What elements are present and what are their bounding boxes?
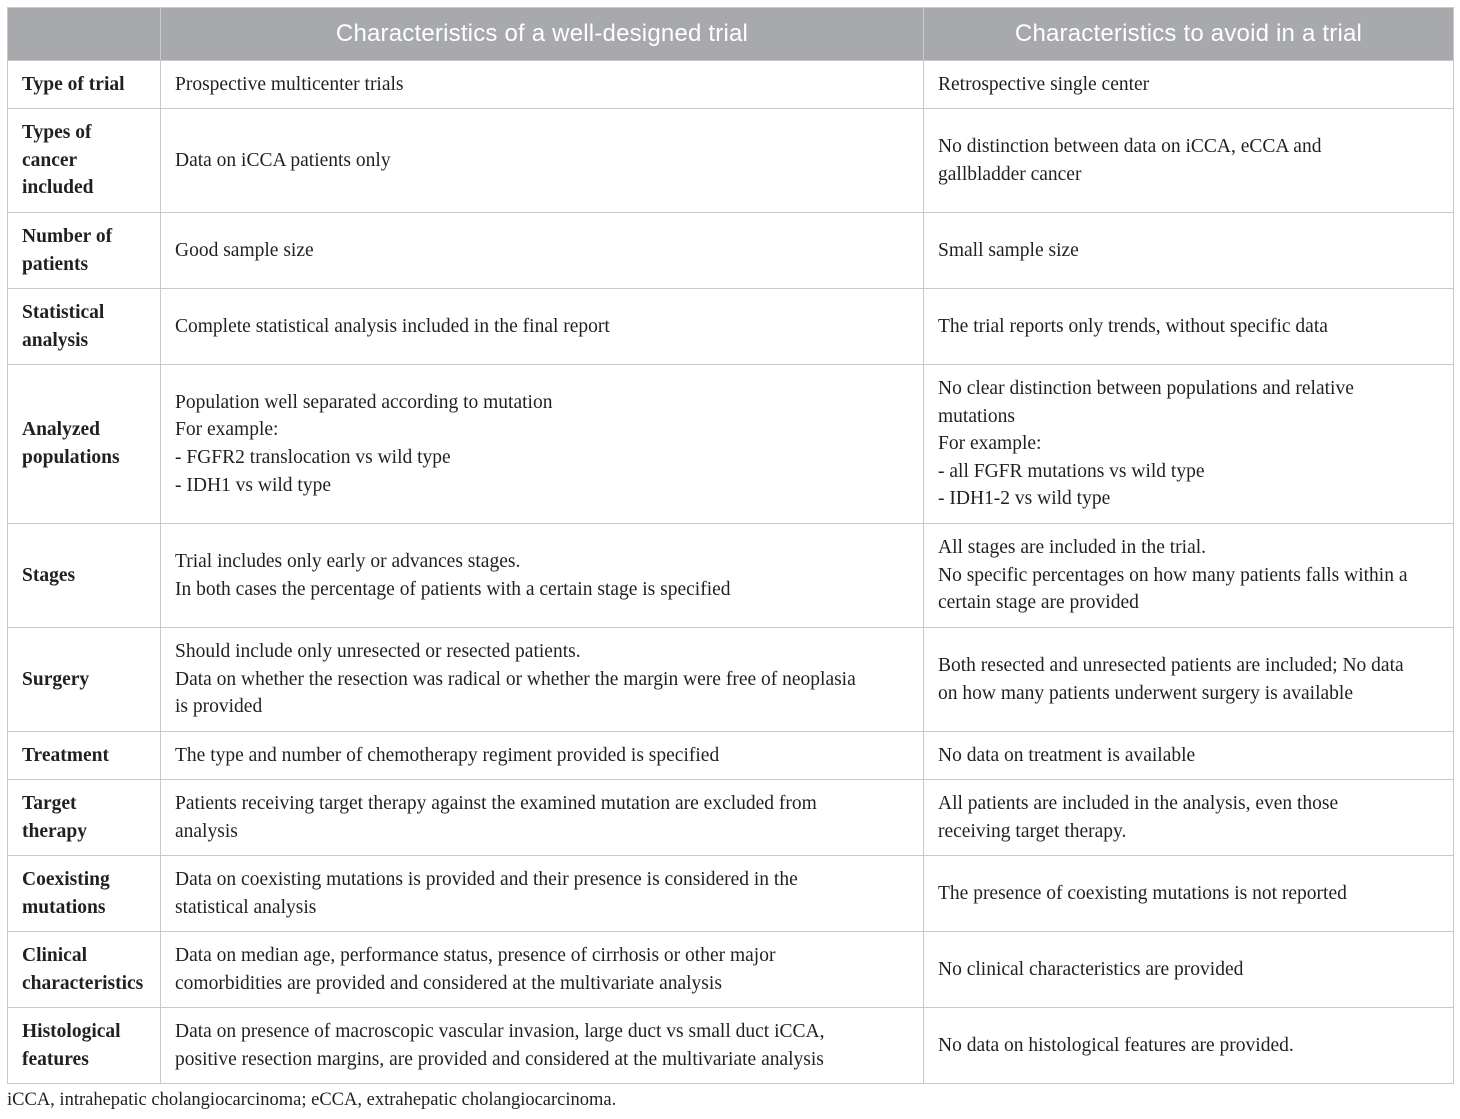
cell-text-line: is provided [175, 696, 263, 718]
well-designed-cell [161, 628, 924, 732]
cell-text-line: Patients receiving target therapy against the examined mutation are excluded from [175, 792, 817, 814]
header-empty-cell [8, 8, 161, 61]
cell-text-line: - IDH1-2 vs wild type [938, 488, 1111, 510]
cell-text-line: Type of trial [22, 73, 125, 95]
cell-text-line: Target [22, 792, 77, 814]
cell-text-line: mutations [938, 405, 1015, 427]
avoid-cell [924, 932, 1454, 1008]
table-row [8, 780, 1454, 856]
row-label-cell [8, 109, 161, 213]
well-designed-cell [161, 856, 924, 932]
table-row [8, 109, 1454, 213]
cell-text-line: No data on histological features are provided. [938, 1034, 1294, 1056]
cell-text-line: No specific percentages on how many patients falls within a [938, 564, 1408, 586]
well-designed-cell [161, 732, 924, 780]
table-footnote: iCCA, intrahepatic cholangiocarcinoma; eCCA, extrahepatic cholangiocarcinoma. [7, 1090, 617, 1110]
avoid-cell [924, 213, 1454, 289]
row-label-cell [8, 213, 161, 289]
row-label-cell [8, 1008, 161, 1084]
cell-text-line: analysis [175, 820, 238, 842]
cell-text-line: Surgery [22, 668, 90, 690]
header-to-avoid: Characteristics to avoid in a trial [924, 8, 1454, 61]
cell-text-line: Statistical [22, 301, 105, 323]
row-label-cell [8, 61, 161, 109]
cell-text-line: characteristics [22, 972, 144, 994]
cell-text-line: mutations [22, 896, 106, 918]
table-row [8, 732, 1454, 780]
row-label-cell [8, 628, 161, 732]
comparison-table-container [7, 7, 1453, 1084]
table-header-row [8, 8, 1454, 61]
cell-text-line: Population well separated according to mutation [175, 391, 553, 413]
avoid-cell [924, 365, 1454, 524]
cell-text-line: Small sample size [938, 239, 1079, 261]
well-designed-cell [161, 1008, 924, 1084]
cell-text-line: Good sample size [175, 239, 314, 261]
table-row [8, 1008, 1454, 1084]
table-row [8, 365, 1454, 524]
cell-text-line: - FGFR2 translocation vs wild type [175, 447, 451, 468]
cell-text-line: The type and number of chemotherapy regiment provided is specified [175, 744, 720, 766]
cell-text-line: All patients are included in the analysis, even those [938, 792, 1339, 814]
cell-text-line: Number of [22, 225, 113, 247]
avoid-cell [924, 109, 1454, 213]
avoid-cell [924, 289, 1454, 365]
table-body [8, 61, 1454, 1084]
cell-text-line: All stages are included in the trial. [938, 537, 1207, 559]
cell-text-line: Analyzed [22, 419, 100, 441]
cell-text-line: Should include only unresected or resected patients. [175, 641, 581, 663]
cell-text-line: - all FGFR mutations vs wild type [938, 460, 1205, 482]
cell-text-line: No clinical characteristics are provided [938, 958, 1244, 980]
cell-text-line: For example: [938, 433, 1042, 455]
cell-text-line: Data on presence of macroscopic vascular invasion, large duct vs small duct iCCA, [175, 1020, 825, 1042]
cell-text-line: comorbidities are provided and considered at the multivariate analysis [175, 972, 722, 994]
cell-text-line: Both resected and unresected patients are included; No data [938, 654, 1404, 676]
row-label-cell [8, 780, 161, 856]
cell-text-line: certain stage are provided [938, 592, 1139, 614]
cell-text-line: Data on whether the resection was radical or whether the margin were free of neoplasia [175, 668, 856, 690]
cell-text-line: Data on coexisting mutations is provided and their presence is considered in the [175, 868, 798, 890]
well-designed-cell [161, 932, 924, 1008]
cell-text-line: Data on median age, performance status, presence of cirrhosis or other major [175, 944, 776, 966]
well-designed-cell [161, 524, 924, 628]
cell-text-line: No data on treatment is available [938, 744, 1196, 766]
cell-text-line: Trial includes only early or advances stages. [175, 550, 521, 572]
cell-text-line: Retrospective single center [938, 73, 1150, 95]
cell-text-line: For example: [175, 419, 279, 441]
avoid-cell [924, 856, 1454, 932]
avoid-cell [924, 780, 1454, 856]
avoid-cell [924, 61, 1454, 109]
cell-text-line: The presence of coexisting mutations is not reported [938, 882, 1347, 904]
cell-text-line: patients [22, 253, 89, 275]
cell-text-line: cancer [22, 149, 78, 171]
table-row [8, 524, 1454, 628]
well-designed-cell [161, 109, 924, 213]
header-well-designed: Characteristics of a well-designed trial [161, 8, 924, 61]
cell-text-line: Coexisting [22, 868, 110, 890]
trial-characteristics-table [7, 7, 1454, 1084]
table-row [8, 61, 1454, 109]
cell-text-line: Treatment [22, 744, 109, 766]
table-row [8, 932, 1454, 1008]
row-label-cell [8, 732, 161, 780]
cell-text-line: features [22, 1048, 89, 1070]
cell-text-line: included [22, 177, 94, 199]
well-designed-cell [161, 289, 924, 365]
row-label-cell [8, 365, 161, 524]
cell-text-line: No distinction between data on iCCA, eCCA and [938, 135, 1322, 157]
cell-text-line: The trial reports only trends, without specific data [938, 315, 1328, 337]
cell-text-line: Complete statistical analysis included in the final report [175, 315, 610, 337]
avoid-cell [924, 1008, 1454, 1084]
row-label-cell [8, 856, 161, 932]
cell-text-line: Histological [22, 1020, 121, 1042]
cell-text-line: therapy [22, 820, 87, 842]
avoid-cell [924, 732, 1454, 780]
table-row [8, 628, 1454, 732]
cell-text-line: Types of [22, 122, 92, 144]
table-row [8, 856, 1454, 932]
cell-text-line: populations [22, 447, 120, 468]
avoid-cell [924, 628, 1454, 732]
avoid-cell [924, 524, 1454, 628]
table-row [8, 289, 1454, 365]
well-designed-cell [161, 365, 924, 524]
cell-text-line: - IDH1 vs wild type [175, 474, 331, 496]
cell-text-line: No clear distinction between populations and relative [938, 378, 1354, 400]
table-row [8, 213, 1454, 289]
cell-text-line: gallbladder cancer [938, 163, 1082, 185]
row-label-cell [8, 932, 161, 1008]
well-designed-cell [161, 61, 924, 109]
row-label-cell [8, 524, 161, 628]
cell-text-line: Clinical [22, 944, 88, 966]
cell-text-line: In both cases the percentage of patients with a certain stage is specified [175, 578, 731, 600]
cell-text-line: receiving target therapy. [938, 820, 1127, 842]
cell-text-line: Stages [22, 564, 76, 586]
cell-text-line: positive resection margins, are provided and considered at the multivariate analysis [175, 1048, 824, 1070]
row-label-cell [8, 289, 161, 365]
well-designed-cell [161, 780, 924, 856]
cell-text-line: statistical analysis [175, 896, 317, 918]
well-designed-cell [161, 213, 924, 289]
cell-text-line: analysis [22, 329, 89, 351]
cell-text-line: on how many patients underwent surgery is available [938, 682, 1353, 704]
cell-text-line: Data on iCCA patients only [175, 149, 391, 171]
cell-text-line: Prospective multicenter trials [175, 73, 404, 95]
